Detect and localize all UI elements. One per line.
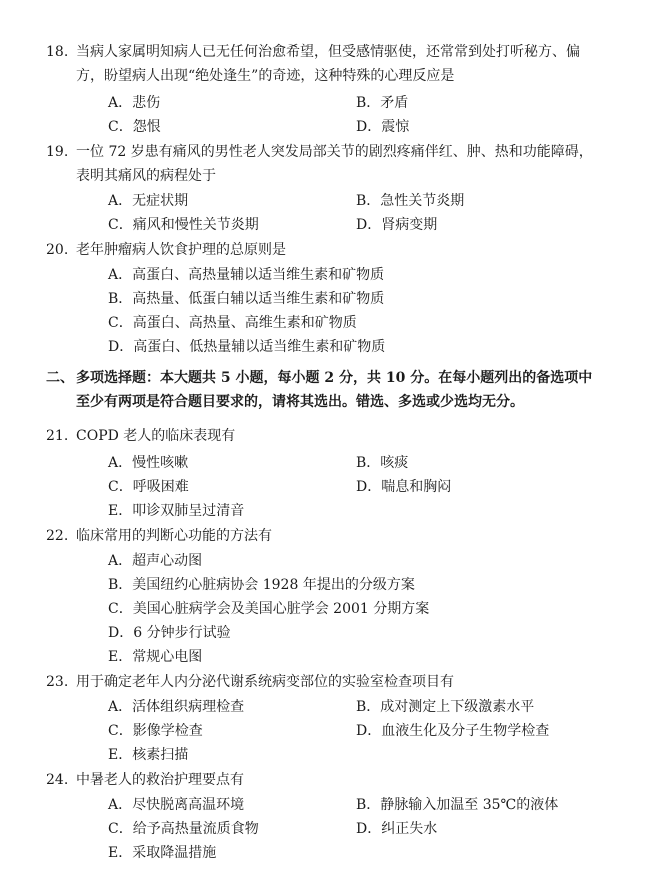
question-number: 24. xyxy=(46,772,69,788)
q18-option-b: B．矛盾 xyxy=(356,95,409,111)
section-instructions: 多项选择题：本大题共 5 小题，每小题 2 分，共 10 分。在每小题列出的备选项中 xyxy=(76,370,593,386)
q18-option-c: C．怨恨 xyxy=(108,119,161,135)
q21-option-a: A．慢性咳嗽 xyxy=(108,455,189,471)
question-text: 中暑老人的救治护理要点有 xyxy=(76,772,244,788)
question-number: 21. xyxy=(46,428,69,444)
q21-option-d: D．喘息和胸闷 xyxy=(356,479,452,495)
section-2-heading xyxy=(46,366,636,390)
q24-option-e: E．采取降温措施 xyxy=(108,845,217,861)
question-23-stem xyxy=(46,670,616,694)
q22-option-a: A．超声心动图 xyxy=(108,553,203,569)
q23-option-e: E．核素扫描 xyxy=(108,747,189,763)
question-text: 表明其痛风的病程处于 xyxy=(76,168,216,184)
q18-option-d: D．震惊 xyxy=(356,119,410,135)
question-number: 23. xyxy=(46,674,69,690)
question-24-stem xyxy=(46,768,616,792)
q19-option-b: B．急性关节炎期 xyxy=(356,193,465,209)
section-number: 二、 xyxy=(46,370,74,386)
question-text: COPD 老人的临床表现有 xyxy=(76,428,236,444)
question-number: 18. xyxy=(46,44,69,60)
question-21-stem xyxy=(46,424,616,448)
q24-option-b: B．静脉输入加温至 35℃的液体 xyxy=(356,797,559,813)
q21-option-b: B．咳痰 xyxy=(356,455,409,471)
q20-option-a: A．高蛋白、高热量辅以适当维生素和矿物质 xyxy=(108,267,385,283)
section-instructions: 至少有两项是符合题目要求的，请将其选出。错选、多选或少选均无分。 xyxy=(76,394,524,410)
q20-option-d: D．高蛋白、低热量辅以适当维生素和矿物质 xyxy=(108,339,386,355)
question-22-stem xyxy=(46,524,616,548)
q22-option-d: D．6 分钟步行试验 xyxy=(108,625,231,641)
q21-option-e: E．叩诊双肺呈过清音 xyxy=(108,503,245,519)
q24-option-c: C．给予高热量流质食物 xyxy=(108,821,259,837)
q19-option-a: A．无症状期 xyxy=(108,193,189,209)
question-19-stem xyxy=(46,140,616,164)
q20-option-b: B．高热量、低蛋白辅以适当维生素和矿物质 xyxy=(108,291,385,307)
question-number: 19. xyxy=(46,144,69,160)
question-20-stem xyxy=(46,238,616,262)
q20-option-c: C．高蛋白、高热量、高维生素和矿物质 xyxy=(108,315,357,331)
section-2-heading-cont xyxy=(76,390,636,414)
q22-option-e: E．常规心电图 xyxy=(108,649,203,665)
question-text: 老年肿瘤病人饮食护理的总原则是 xyxy=(76,242,286,258)
question-number: 22. xyxy=(46,528,69,544)
q18-option-a: A．悲伤 xyxy=(108,95,161,111)
q24-option-a: A．尽快脱离高温环境 xyxy=(108,797,245,813)
question-18-stem-cont xyxy=(76,64,616,88)
q19-option-d: D．肾病变期 xyxy=(356,217,438,233)
q23-option-c: C．影像学检查 xyxy=(108,723,203,739)
question-text: 方，盼望病人出现“绝处逢生”的奇迹，这种特殊的心理反应是 xyxy=(76,68,455,84)
q23-option-d: D．血液生化及分子生物学检查 xyxy=(356,723,550,739)
q22-option-c: C．美国心脏病学会及美国心脏学会 2001 分期方案 xyxy=(108,601,430,617)
question-text: 当病人家属明知病人已无任何治愈希望，但受感情驱使，还常常到处打听秘方、偏 xyxy=(76,44,580,60)
q24-option-d: D．纠正失水 xyxy=(356,821,438,837)
q23-option-b: B．成对测定上下级激素水平 xyxy=(356,699,535,715)
question-text: 用于确定老年人内分泌代谢系统病变部位的实验室检查项目有 xyxy=(76,674,454,690)
question-19-stem-cont xyxy=(76,164,616,188)
q21-option-c: C．呼吸困难 xyxy=(108,479,189,495)
question-text: 临床常用的判断心功能的方法有 xyxy=(76,528,272,544)
q22-option-b: B．美国纽约心脏病协会 1928 年提出的分级方案 xyxy=(108,577,415,593)
question-18-stem xyxy=(46,40,616,64)
q23-option-a: A．活体组织病理检查 xyxy=(108,699,245,715)
q19-option-c: C．痛风和慢性关节炎期 xyxy=(108,217,259,233)
question-number: 20. xyxy=(46,242,69,258)
question-text: 一位 72 岁患有痛风的男性老人突发局部关节的剧烈疼痛伴红、肿、热和功能障碍， xyxy=(76,144,593,160)
